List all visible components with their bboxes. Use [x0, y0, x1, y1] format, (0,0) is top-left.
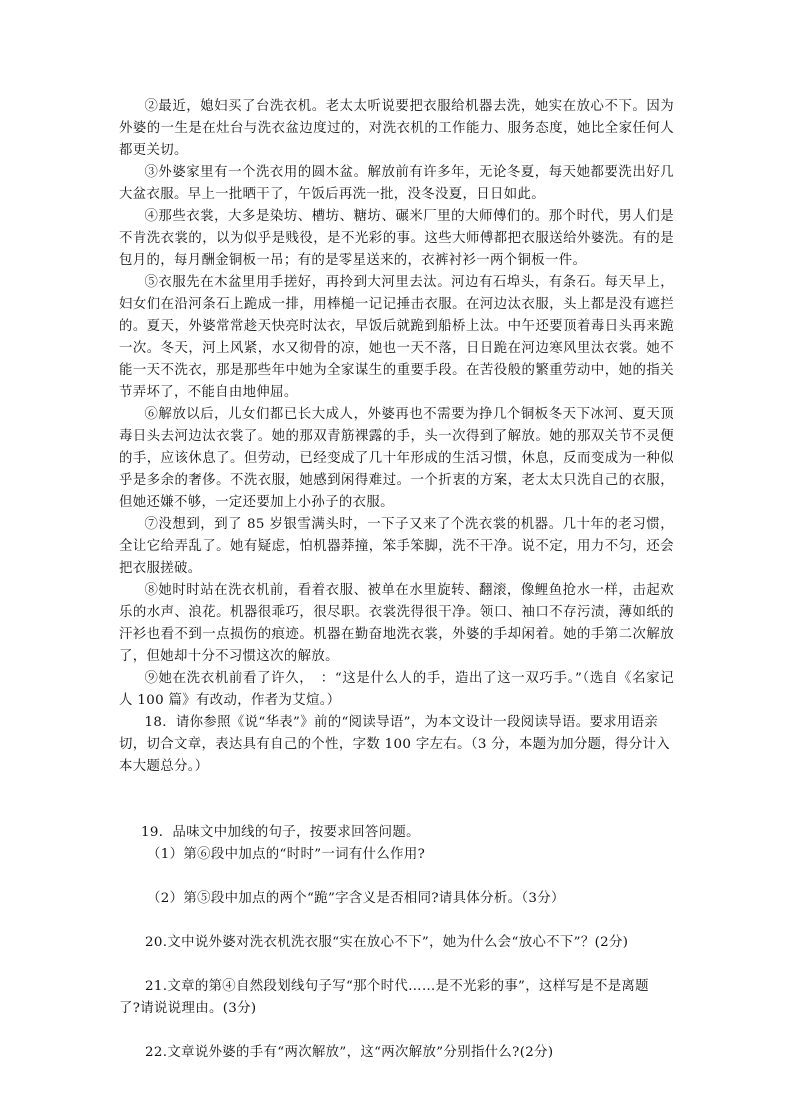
paragraph-2: ②最近，媳妇买了台洗衣机。老太太听说要把衣服给机器去洗，她实在放心不下。因为外婆的一生是在灶台与洗衣盆边度过的，对洗衣机的工作能力、服务态度，她比全家任何人都更关切。	[119, 99, 674, 158]
question-19-part-1: （1）第⑥段中加点的“时时”一词有什么作用?	[147, 847, 426, 862]
question-20: 20.文中说外婆对洗衣机洗衣服“实在放心不下”，她为什么会“放心不下”？(2分)	[145, 935, 629, 950]
question-18: 18．请你参照《说“华表”》前的“阅读导语”，为本文设计一段阅读导语。要求用语亲切，切合文章，表达具有自己的个性，字数 100 字左右。（3 分，本题为加分题，得分计入本大题总分。）	[119, 715, 670, 774]
paragraph-5: ⑤衣服先在木盆里用手搓好，再拎到大河里去汰。河边有石埠头，有条石。每天早上，妇女们在沿河条石上跪成一排，用棒槌一记记捶击衣服。在河边汰衣服，头上都是没有遮拦的。夏天，外婆常常趁天快亮时汰衣，早饭后就跪到船桥上汰。中午还要顶着毒日头再来跪一次。冬天，河上风紧，水又彻骨的凉，她也一天不落，日日跪在河边寒风里汰衣裳。她不能一天不洗衣，那是那些年中她为全家谋生的重要手段。在苦役般的繁重劳动中，她的指关节弄坏了，不能自由地伸屈。	[119, 275, 674, 400]
document-page	[119, 96, 674, 1064]
question-19: 19．品味文中加线的句子，按要求回答问题。	[141, 825, 420, 840]
paragraph-3: ③外婆家里有一个洗衣用的圆木盆。解放前有许多年，无论冬夏，每天她都要洗出好几大盆衣服。早上一批晒干了，午饭后再洗一批，没冬没夏，日日如此。	[119, 165, 674, 202]
question-21	[119, 976, 674, 1020]
question-21-line-2: 了?请说说理由。(3分)	[119, 1001, 257, 1016]
answer-space	[119, 778, 674, 822]
question-22: 22.文章说外婆的手有“两次解放”，这“两次解放”分别指什么?(2分)	[145, 1045, 554, 1060]
question-19-part-2: （2）第⑤段中加点的两个“跪”字含义是否相同?请具体分析。（3分）	[147, 891, 565, 906]
question-21-line-1: 21.文章的第④自然段划线句子写“那个时代……是不光彩的事”，这样写是不是离题	[145, 979, 649, 994]
paragraph-7: ⑦没想到，到了 85 岁银雪满头时，一下子又来了个洗衣裳的机器。几十年的老习惯，全让它给弄乱了。她有疑虑，怕机器莽撞，笨手笨脚，洗不干净。说不定，用力不匀，还会把衣服搓破。	[119, 517, 674, 576]
paragraph-8: ⑧她时时站在洗衣机前，看着衣服、被单在水里旋转、翻滚，像鲤鱼抢水一样，击起欢乐的水声、浪花。机器很乖巧，很尽职。衣裳洗得很干净。领口、袖口不存污渍，薄如纸的汗衫也看不到一点损伤的痕迹。机器在勤奋地洗衣裳，外婆的手却闲着。她的手第二次解放了，但她却十分不习惯这次的解放。	[119, 583, 674, 664]
paragraph-9: ⑨她在洗衣机前看了许久， ：“这是什么人的手，造出了这一双巧手。”（选自《名家记人 100 篇》有改动，作者为艾煊。）	[119, 671, 674, 708]
paragraph-6: ⑥解放以后，儿女们都已长大成人，外婆再也不需要为挣几个铜板冬天下冰河、夏天顶毒日头去河边汰衣裳了。她的那双青筋裸露的手，头一次得到了解放。她的那双关节不灵便的手，应该休息了。但劳动，已经变成了几十年形成的生活习惯，休息，反而变成为一种似乎是多余的奢侈。不洗衣服，她感到闲得难过。一个折衷的方案，老太太只洗自己的衣服，但她还嫌不够，一定还要加上小孙子的衣服。	[119, 407, 674, 510]
paragraph-4: ④那些衣裳，大多是染坊、槽坊、糖坊、碾米厂里的大师傅们的。那个时代，男人们是不肯洗衣裳的，以为似乎是贱役，是不光彩的事。这些大师傅都把衣服送给外婆洗。有的是包月的，每月酬金铜板一吊；有的是零星送来的，衣裤衬衫一两个铜板一件。	[119, 209, 674, 268]
